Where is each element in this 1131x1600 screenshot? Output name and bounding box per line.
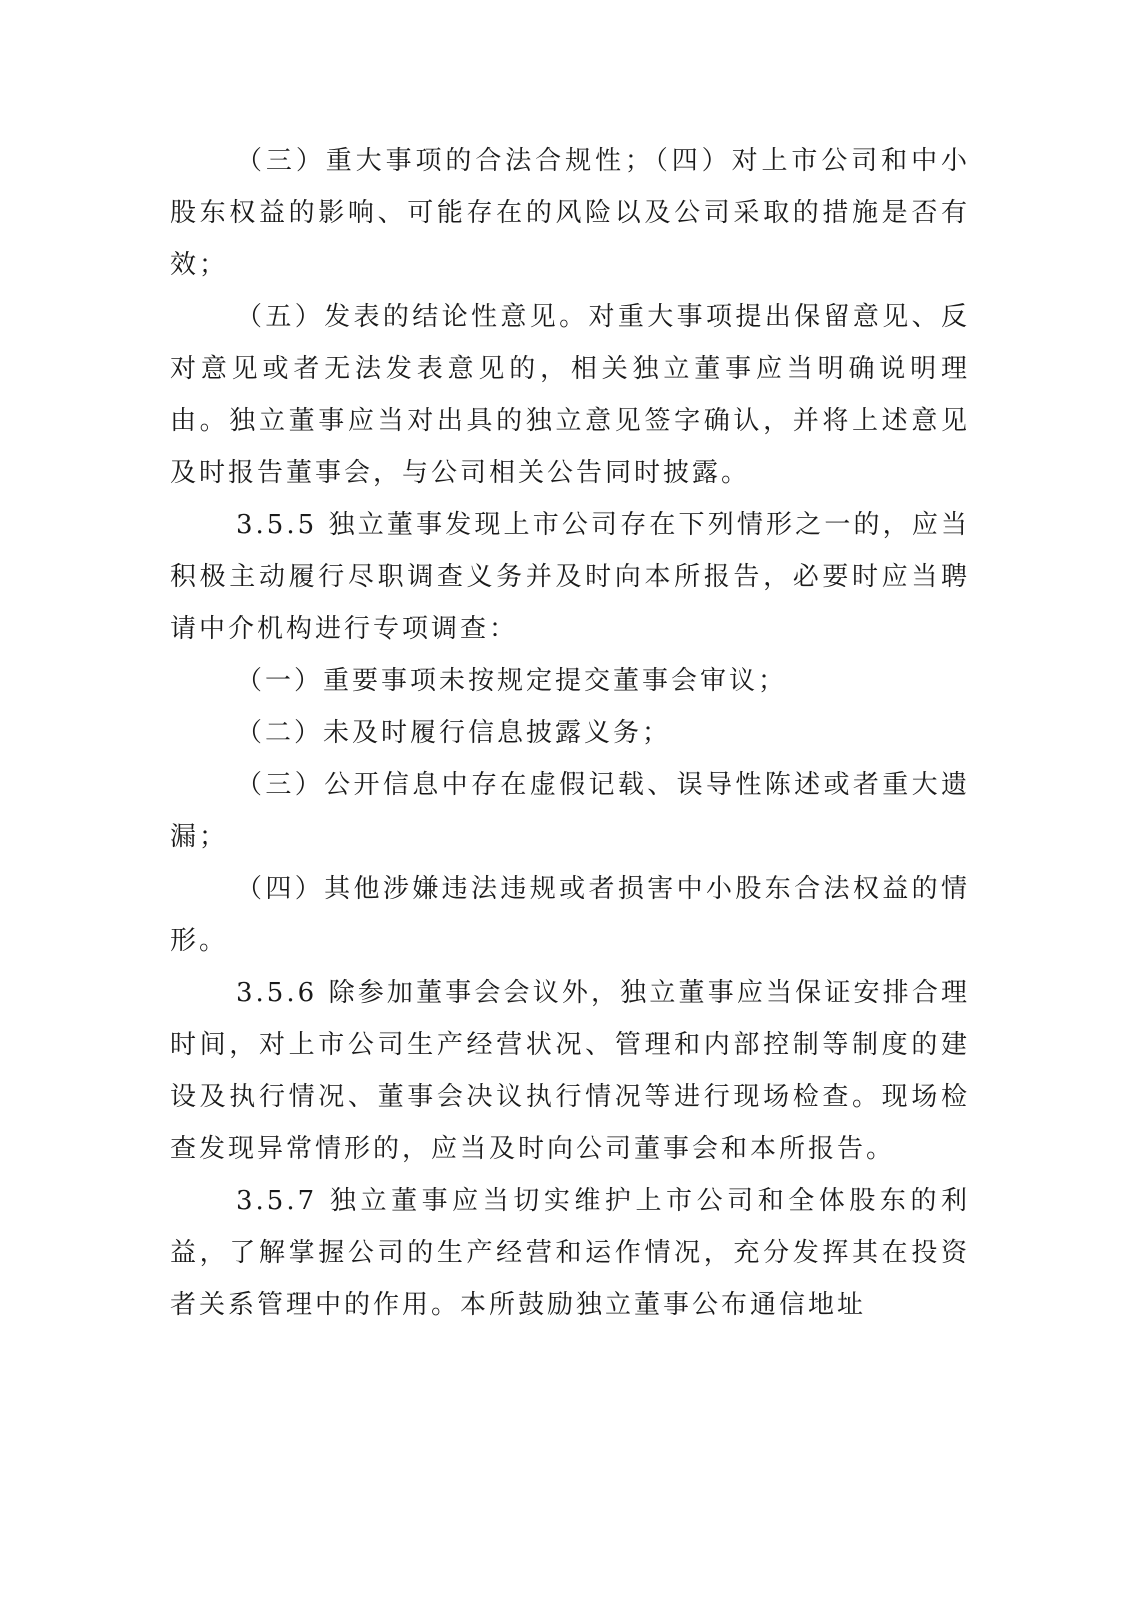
list-item-3: （三）公开信息中存在虚假记载、误导性陈述或者重大遗漏； bbox=[170, 770, 970, 852]
document-page bbox=[170, 135, 970, 1331]
article-3-5-7: 3.5.7 独立董事应当切实维护上市公司和全体股东的利益，了解掌握公司的生产经营和运作情况，充分发挥其在投资者关系管理中的作用。本所鼓励独立董事公布通信地址 bbox=[170, 1186, 970, 1320]
article-3-5-5: 3.5.5 独立董事发现上市公司存在下列情形之一的，应当积极主动履行尽职调查义务并及时向本所报告，必要时应当聘请中介机构进行专项调查： bbox=[170, 510, 970, 644]
paragraph-item-5: （五）发表的结论性意见。对重大事项提出保留意见、反对意见或者无法发表意见的，相关独立董事应当明确说明理由。独立董事应当对出具的独立意见签字确认，并将上述意见及时报告董事会，与公司相关公告同时披露。 bbox=[170, 302, 970, 488]
article-3-5-6: 3.5.6 除参加董事会会议外，独立董事应当保证安排合理时间，对上市公司生产经营状况、管理和内部控制等制度的建设及执行情况、董事会决议执行情况等进行现场检查。现场检查发现异常情形的，应当及时向公司董事会和本所报告。 bbox=[170, 978, 970, 1164]
list-item-2: （二）未及时履行信息披露义务； bbox=[236, 718, 672, 748]
paragraph-item-3-4: （三）重大事项的合法合规性；（四）对上市公司和中小股东权益的影响、可能存在的风险以及公司采取的措施是否有效； bbox=[170, 146, 970, 280]
list-item-4: （四）其他涉嫌违法违规或者损害中小股东合法权益的情形。 bbox=[170, 874, 970, 956]
list-item-1: （一）重要事项未按规定提交董事会审议； bbox=[236, 666, 788, 696]
